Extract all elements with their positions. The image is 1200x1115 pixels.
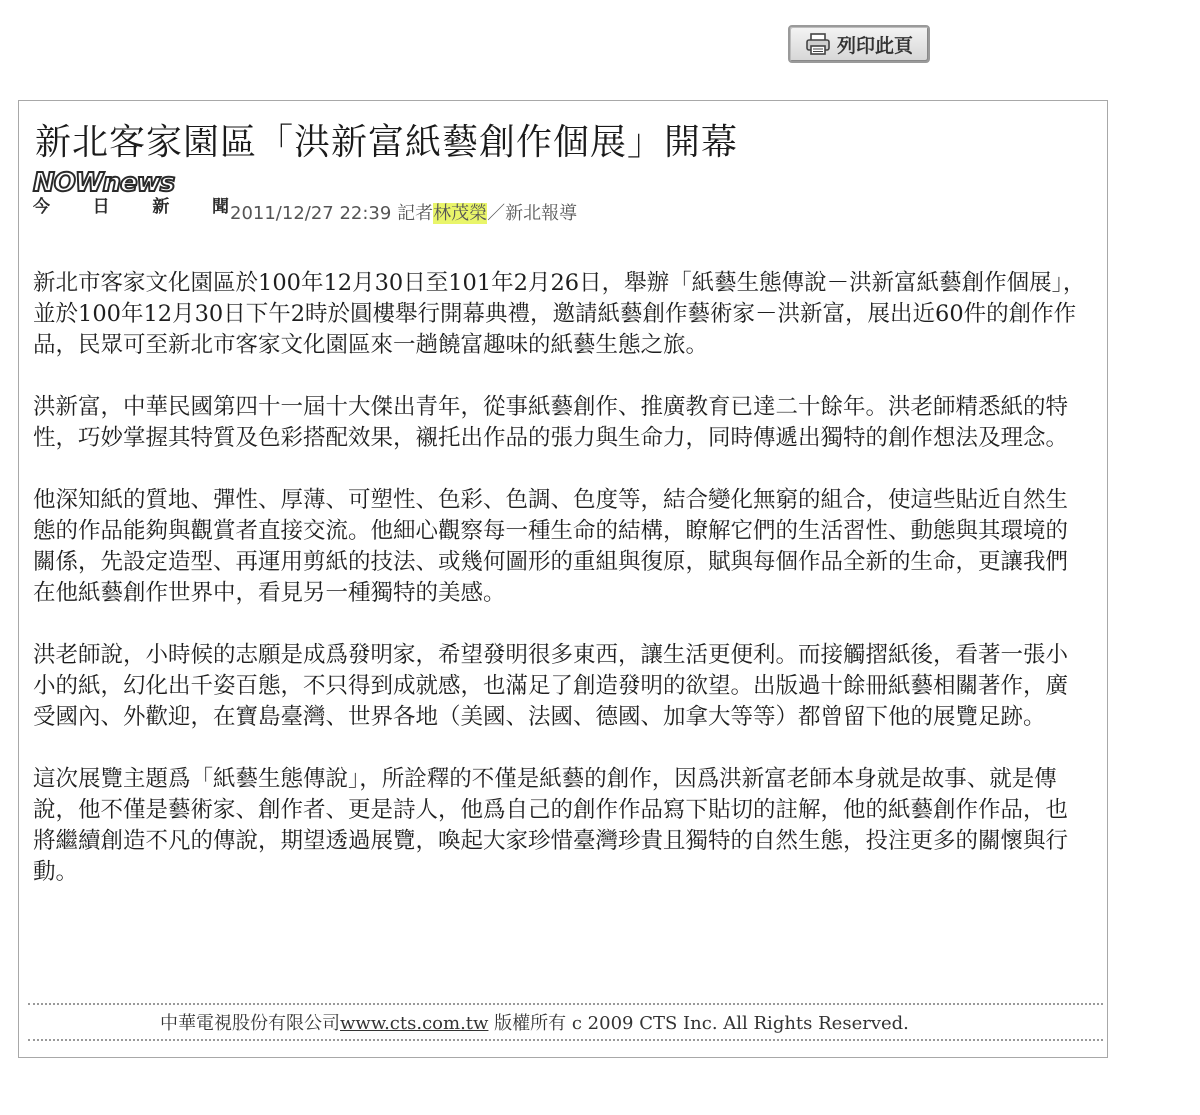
print-button-label: 列印此頁 xyxy=(836,34,913,57)
article-paragraph: 新北市客家文化園區於100年12月30日至101年2月26日，舉辦「紙藝生態傳說－洪新富紙藝創作個展」，並於100年12月30日下午2時於圓樓舉行開幕典禮，邀請紙藝創作藝術家－洪新富，展出近60件的創作作品，民眾可至新北市客家文化園區來一趟饒富趣味的紙藝生態之旅。 xyxy=(33,270,1086,358)
article-paragraph: 洪新富，中華民國第四十一屆十大傑出青年，從事紙藝創作、推廣教育已達二十餘年。洪老師精悉紙的特性，巧妙掌握其特質及色彩搭配效果，襯托出作品的張力與生命力，同時傳遞出獨特的創作想法及理念。 xyxy=(33,394,1069,451)
footer-site-link[interactable]: www.cts.com.tw xyxy=(340,1013,489,1034)
logo-sub-char: 新 xyxy=(152,197,170,217)
footer-divider-bottom xyxy=(28,1039,1103,1041)
article-paragraph: 這次展覽主題爲「紙藝生態傳說」，所詮釋的不僅是紙藝的創作，因爲洪新富老師本身就是故事、就是傳說，他不僅是藝術家、創作者、更是詩人，他爲自己的創作作品寫下貼切的註解，他的紙藝創作作品，也將繼續創造不凡的傳說，期望透過展覽，喚起大家珍惜臺灣珍貴且獨特的自然生態，投注更多的關懷與行動。 xyxy=(33,766,1069,885)
logo-sub-char: 日 xyxy=(92,197,110,217)
copyright-footer xyxy=(160,1009,909,1035)
article-paragraph: 洪老師說，小時候的志願是成爲發明家，希望發明很多東西，讓生活更便利。而接觸摺紙後，看著一張小小的紙，幻化出千姿百態，不只得到成就感，也滿足了創造發明的欲望。出版過十餘冊紙藝相關著作，廣受國內、外歡迎，在寶島臺灣、世界各地（美國、法國、德國、加拿大等等）都曾留下他的展覽足跡。 xyxy=(33,642,1069,730)
footer-company: 中華電視股份有限公司 xyxy=(160,1013,340,1034)
nownews-logo xyxy=(33,168,229,218)
publish-datetime: 2011/12/27 22:39 xyxy=(230,203,392,224)
print-page-button[interactable] xyxy=(788,25,930,63)
printer-icon xyxy=(805,32,831,56)
footer-divider-top xyxy=(28,1003,1103,1005)
article-title: 新北客家園區「洪新富紙藝創作個展」開幕 xyxy=(35,122,739,163)
logo-sub-char: 聞 xyxy=(211,197,229,217)
article-body xyxy=(33,268,1088,919)
logo-wordmark: NOWnews xyxy=(33,168,175,198)
article-paragraph: 他深知紙的質地、彈性、厚薄、可塑性、色彩、色調、色度等，結合變化無窮的組合，使這些貼近自然生態的作品能夠與觀賞者直接交流。他細心觀察每一種生命的結構，瞭解它們的生活習性、動態與其環境的關係，先設定造型、再運用剪紙的技法、或幾何圖形的重組與復原，賦與每個作品全新的生命，更讓我們在他紙藝創作世界中，看見另一種獨特的美感。 xyxy=(33,487,1069,606)
report-location: ／新北報導 xyxy=(487,203,578,224)
reporter-prefix: 記者 xyxy=(397,203,434,224)
reporter-name: 林茂榮 xyxy=(433,203,488,224)
footer-rights: 版權所有 c 2009 CTS Inc. All Rights Reserved. xyxy=(488,1013,909,1034)
logo-subtitle xyxy=(33,196,229,218)
article-byline xyxy=(230,199,577,225)
logo-sub-char: 今 xyxy=(33,197,50,217)
